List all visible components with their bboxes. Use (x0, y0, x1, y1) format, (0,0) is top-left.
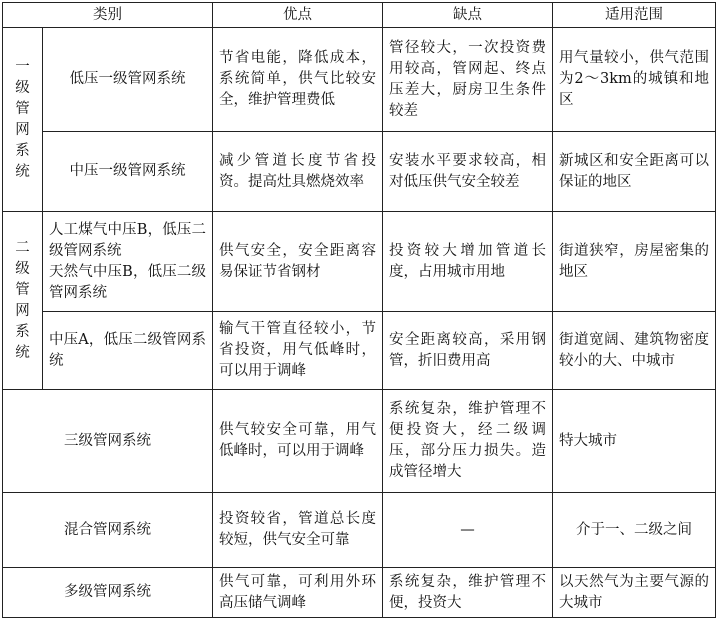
row-advantages: 节省电能，降低成本，系统简单，供气比较安全，维护管理费低 (213, 28, 383, 132)
row-scope: 街道狭窄，房屋密集的地区 (553, 212, 716, 312)
table-row (3, 28, 716, 132)
row-advantages: 投资较省，管道总长度较短，供气安全可靠 (213, 493, 383, 568)
row-category-line1: 人工煤气中压B，低压二级管网系统 (49, 221, 206, 259)
table-row (3, 212, 716, 312)
row-scope: 用气量较小，供气范围为2～3km的城镇和地区 (553, 28, 716, 132)
row-category: 中压A，低压二级管网系统 (43, 312, 213, 390)
row-category-line2: 天然气中压B，低压二级管网系统 (49, 263, 206, 301)
gas-pipeline-comparison-table (2, 2, 716, 618)
table-row (3, 390, 716, 493)
row-scope: 特大城市 (553, 390, 716, 493)
row-category: 多级管网系统 (3, 568, 213, 618)
group-label-level1: 一级管网系统 (3, 28, 43, 212)
row-disadvantages: 安装水平要求较高，相对低压供气安全较差 (383, 132, 553, 212)
table-row (3, 312, 716, 390)
group-label-level2: 二级管网系统 (3, 212, 43, 390)
row-disadvantages: — (383, 493, 553, 568)
header-category: 类别 (3, 3, 213, 28)
row-disadvantages: 安全距离较高，采用钢管，折旧费用高 (383, 312, 553, 390)
header-advantages: 优点 (213, 3, 383, 28)
row-advantages: 供气较安全可靠，用气低峰时，可以用于调峰 (213, 390, 383, 493)
row-advantages: 减少管道长度节省投资。提高灶具燃烧效率 (213, 132, 383, 212)
row-disadvantages: 系统复杂，维护管理不便投资大，经二级调压，部分压力损失。造成管径增大 (383, 390, 553, 493)
table-row (3, 568, 716, 618)
row-scope: 介于一、二级之间 (553, 493, 716, 568)
row-scope: 街道宽阔、建筑物密度较小的大、中城市 (553, 312, 716, 390)
row-disadvantages: 系统复杂，维护管理不便，投资大 (383, 568, 553, 618)
row-disadvantages: 投资较大增加管道长度，占用城市用地 (383, 212, 553, 312)
header-scope: 适用范围 (553, 3, 716, 28)
row-scope: 新城区和安全距离可以保证的地区 (553, 132, 716, 212)
row-advantages: 输气干管直径较小，节省投资，用气低峰时，可以用于调峰 (213, 312, 383, 390)
row-category (43, 212, 213, 312)
row-advantages: 供气安全，安全距离容易保证节省钢材 (213, 212, 383, 312)
table-row (3, 132, 716, 212)
row-scope: 以天然气为主要气源的大城市 (553, 568, 716, 618)
row-category: 三级管网系统 (3, 390, 213, 493)
table-row (3, 493, 716, 568)
row-advantages: 供气可靠，可利用外环高压储气调峰 (213, 568, 383, 618)
row-category: 中压一级管网系统 (43, 132, 213, 212)
table-header-row (3, 3, 716, 28)
header-disadvantages: 缺点 (383, 3, 553, 28)
row-disadvantages: 管径较大，一次投资费用较高，管网起、终点压差大，厨房卫生条件较差 (383, 28, 553, 132)
row-category: 低压一级管网系统 (43, 28, 213, 132)
row-category: 混合管网系统 (3, 493, 213, 568)
